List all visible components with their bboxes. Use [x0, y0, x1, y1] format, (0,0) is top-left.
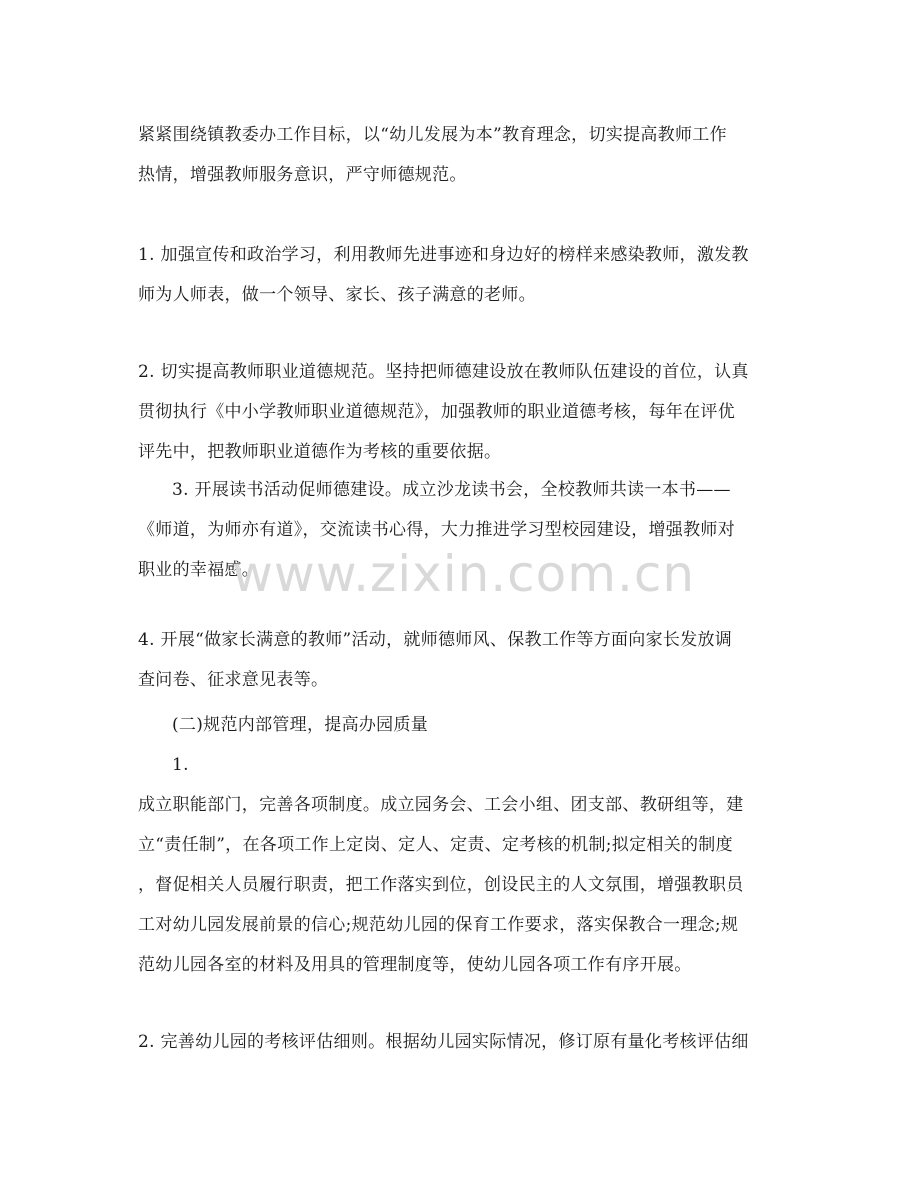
text-line: 1. — [172, 755, 189, 775]
text-line: 成立职能部门，完善各项制度。成立园务会、工会小组、团支部、教研组等，建 — [138, 795, 744, 815]
section-heading — [138, 705, 788, 745]
text-line: 立“责任制”，在各项工作上定岗、定人、定责、定考核的机制;拟定相关的制度 — [138, 835, 733, 855]
paragraph-item-4 — [138, 620, 788, 700]
text-line: 3. 开展读书活动促师德建设。成立沙龙读书会，全校教师共读一本书—— — [172, 480, 731, 500]
paragraph-section2-item-1 — [138, 745, 788, 985]
text-line: 范幼儿园各室的材料及用具的管理制度等，使幼儿园各项工作有序开展。 — [138, 955, 692, 975]
paragraph-item-2 — [138, 352, 788, 472]
text-line: 职业的幸福感。 — [138, 560, 260, 580]
text-line: 《师道，为师亦有道》，交流读书心得，大力推进学习型校园建设，增强教师对 — [138, 520, 735, 540]
text-line: 1. 加强宣传和政治学习，利用教师先进事迹和身边好的榜样来感染教师，激发教 — [138, 245, 749, 265]
text-line: 贯彻执行《中小学教师职业道德规范》，加强教师的职业道德考核，每年在评优 — [138, 402, 735, 422]
paragraph-item-1 — [138, 235, 788, 315]
watermark: www.zixin.com.cn — [232, 545, 696, 603]
text-line: 查问卷、征求意见表等。 — [138, 670, 329, 690]
text-line: 工对幼儿园发展前景的信心;规范幼儿园的保育工作要求，落实保教合一理念;规 — [138, 915, 739, 935]
text-line: 紧紧围绕镇教委办工作目标，以“幼儿发展为本”教育理念，切实提高教师工作 — [138, 125, 727, 145]
text-line: ，督促相关人员履行职责，把工作落实到位，创设民主的人文氛围，增强教职员 — [138, 875, 744, 895]
section-heading-text: (二)规范内部管理，提高办园质量 — [172, 715, 429, 735]
text-line: 4. 开展“做家长满意的教师”活动，就师德师风、保教工作等方面向家长发放调 — [138, 630, 733, 650]
text-line: 2. 切实提高教师职业道德规范。坚持把师德建设放在教师队伍建设的首位，认真 — [138, 362, 749, 382]
paragraph-intro — [138, 115, 788, 195]
text-line: 评先中，把教师职业道德作为考核的重要依据。 — [138, 442, 502, 462]
text-line: 师为人师表，做一个领导、家长、孩子满意的老师。 — [138, 285, 536, 305]
paragraph-section2-item-2 — [138, 1022, 788, 1062]
text-line: 2. 完善幼儿园的考核评估细则。根据幼儿园实际情况，修订原有量化考核评估细 — [138, 1032, 749, 1052]
text-line: 热情，增强教师服务意识，严守师德规范。 — [138, 165, 467, 185]
